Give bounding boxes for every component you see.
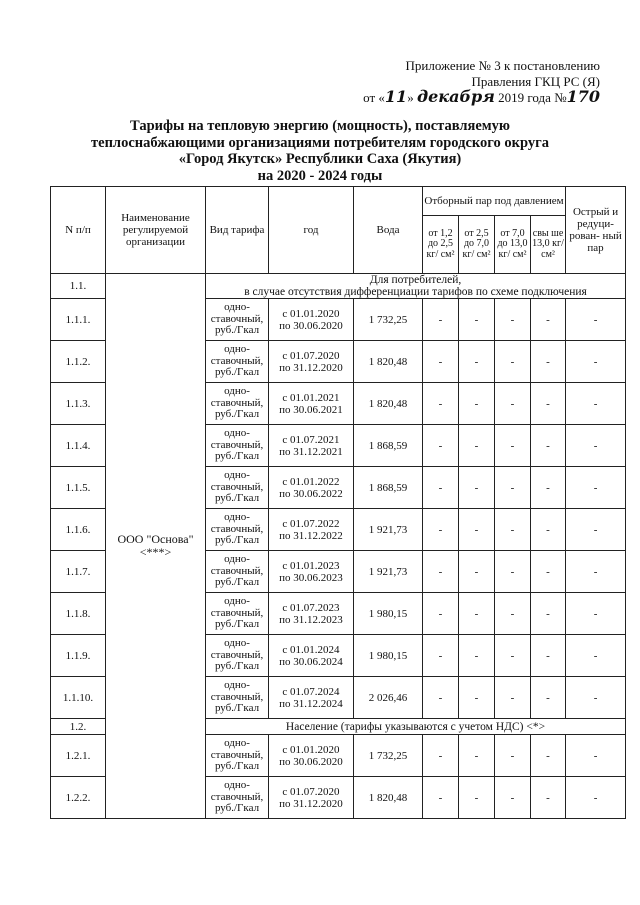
steam-tariff-2: - [459, 341, 495, 383]
steam-tariff-4: - [531, 341, 566, 383]
steam-tariff-2: - [459, 593, 495, 635]
water-tariff: 1 820,48 [354, 777, 423, 819]
row-num: 1.1.5. [51, 467, 106, 509]
steam-tariff-4: - [531, 509, 566, 551]
steam-tariff-3: - [495, 509, 531, 551]
water-tariff: 1 820,48 [354, 383, 423, 425]
sharp-steam-tariff: - [566, 551, 626, 593]
date-year: 2019 года № [494, 90, 567, 105]
tariff-period [269, 425, 354, 467]
steam-tariff-2: - [459, 777, 495, 819]
water-tariff: 1 868,59 [354, 425, 423, 467]
steam-tariff-2: - [459, 383, 495, 425]
tariff-type: одно- ставочный, руб./Гкал [206, 299, 269, 341]
steam-tariff-3: - [495, 467, 531, 509]
header-sharp-steam: Острый и редуци- рован- ный пар [566, 187, 626, 274]
steam-tariff-3: - [495, 551, 531, 593]
period-from: с 01.01.2021 [282, 391, 340, 404]
steam-tariff-1: - [423, 425, 459, 467]
tariff-table [50, 186, 626, 819]
water-tariff: 1 732,25 [354, 735, 423, 777]
tariff-type: одно- ставочный, руб./Гкал [206, 341, 269, 383]
tariff-period [269, 677, 354, 719]
sharp-steam-tariff: - [566, 467, 626, 509]
date-mid: » [407, 90, 417, 105]
tariff-period [269, 635, 354, 677]
header-steam-1: от 1,2 до 2,5 кг/ см² [423, 216, 459, 274]
tariff-period [269, 735, 354, 777]
steam-tariff-3: - [495, 383, 531, 425]
tariff-type: одно- ставочный, руб./Гкал [206, 509, 269, 551]
tariff-type: одно- ставочный, руб./Гкал [206, 593, 269, 635]
steam-tariff-2: - [459, 677, 495, 719]
tariff-period [269, 383, 354, 425]
row-num: 1.1.3. [51, 383, 106, 425]
steam-tariff-1: - [423, 383, 459, 425]
steam-tariff-4: - [531, 383, 566, 425]
appendix-note-line2: Правления ГКЦ РС (Я) [471, 74, 600, 89]
period-from: с 01.07.2022 [282, 517, 340, 530]
section-label-line1: Для потребителей, [369, 274, 462, 286]
period-to: по 31.12.2023 [279, 613, 343, 626]
period-to: по 30.06.2024 [279, 655, 343, 668]
section-label [206, 274, 626, 299]
title-line4: на 2020 - 2024 годы [257, 167, 383, 184]
steam-tariff-1: - [423, 593, 459, 635]
tariff-period [269, 467, 354, 509]
sharp-steam-tariff: - [566, 509, 626, 551]
tariff-type: одно- ставочный, руб./Гкал [206, 425, 269, 467]
row-num: 1.1.10. [51, 677, 106, 719]
period-to: по 30.06.2022 [279, 487, 343, 500]
period-to: по 31.12.2020 [279, 797, 343, 810]
sharp-steam-tariff: - [566, 677, 626, 719]
sharp-steam-tariff: - [566, 777, 626, 819]
steam-tariff-2: - [459, 735, 495, 777]
header-steam-2: от 2,5 до 7,0 кг/ см² [459, 216, 495, 274]
steam-tariff-4: - [531, 425, 566, 467]
header-year: год [269, 187, 354, 274]
header-type: Вид тарифа [206, 187, 269, 274]
section-header-row [51, 274, 626, 299]
water-tariff: 1 921,73 [354, 551, 423, 593]
period-from: с 01.01.2023 [282, 559, 340, 572]
period-to: по 30.06.2023 [279, 571, 343, 584]
sharp-steam-tariff: - [566, 299, 626, 341]
water-tariff: 1 921,73 [354, 509, 423, 551]
resolution-date-line [363, 89, 600, 106]
water-tariff: 1 732,25 [354, 299, 423, 341]
section-label-line2: в случае отсутствия дифференциации тарифов по схеме подключения [244, 286, 587, 298]
row-num: 1.2.1. [51, 735, 106, 777]
period-to: по 31.12.2022 [279, 529, 343, 542]
steam-tariff-2: - [459, 509, 495, 551]
water-tariff: 2 026,46 [354, 677, 423, 719]
sharp-steam-tariff: - [566, 635, 626, 677]
steam-tariff-2: - [459, 467, 495, 509]
period-to: по 30.06.2020 [279, 319, 343, 332]
row-num: 1.1.8. [51, 593, 106, 635]
steam-tariff-4: - [531, 593, 566, 635]
handwritten-month: декабря [416, 87, 495, 106]
header-num: N п/п [51, 187, 106, 274]
steam-tariff-3: - [495, 341, 531, 383]
steam-tariff-4: - [531, 677, 566, 719]
sharp-steam-tariff: - [566, 383, 626, 425]
sharp-steam-tariff: - [566, 593, 626, 635]
row-num: 1.1.4. [51, 425, 106, 467]
steam-tariff-1: - [423, 677, 459, 719]
steam-tariff-4: - [531, 299, 566, 341]
period-from: с 01.07.2023 [282, 601, 340, 614]
steam-tariff-3: - [495, 425, 531, 467]
period-from: с 01.01.2022 [282, 475, 340, 488]
period-from: с 01.07.2020 [282, 349, 340, 362]
title-line2: теплоснабжающими организациями потребителям городского округа [91, 134, 549, 151]
period-to: по 30.06.2021 [279, 403, 343, 416]
handwritten-day: 11 [384, 87, 408, 106]
tariff-period [269, 509, 354, 551]
tariff-period [269, 341, 354, 383]
header-steam: Отборный пар под давлением [423, 187, 566, 216]
sharp-steam-tariff: - [566, 735, 626, 777]
title-line1: Тарифы на тепловую энергию (мощность), поставляемую [130, 118, 510, 134]
period-to: по 30.06.2020 [279, 755, 343, 768]
steam-tariff-3: - [495, 677, 531, 719]
steam-tariff-2: - [459, 299, 495, 341]
steam-tariff-1: - [423, 467, 459, 509]
tariff-period [269, 777, 354, 819]
steam-tariff-3: - [495, 593, 531, 635]
steam-tariff-1: - [423, 509, 459, 551]
row-num: 1.2.2. [51, 777, 106, 819]
water-tariff: 1 980,15 [354, 593, 423, 635]
steam-tariff-3: - [495, 777, 531, 819]
appendix-note-line1: Приложение № 3 к постановлению [405, 58, 600, 73]
period-to: по 31.12.2020 [279, 361, 343, 374]
document-title [60, 118, 580, 184]
steam-tariff-1: - [423, 299, 459, 341]
row-num: 1.1.9. [51, 635, 106, 677]
section-num: 1.2. [51, 719, 106, 735]
steam-tariff-1: - [423, 777, 459, 819]
steam-tariff-3: - [495, 635, 531, 677]
row-num: 1.1.6. [51, 509, 106, 551]
title-line3: «Город Якутск» Республики Саха (Якутия) [178, 151, 462, 167]
tariff-type: одно- ставочный, руб./Гкал [206, 735, 269, 777]
tariff-type: одно- ставочный, руб./Гкал [206, 383, 269, 425]
steam-tariff-1: - [423, 635, 459, 677]
steam-tariff-2: - [459, 635, 495, 677]
water-tariff: 1 868,59 [354, 467, 423, 509]
tariff-type: одно- ставочный, руб./Гкал [206, 777, 269, 819]
tariff-type: одно- ставочный, руб./Гкал [206, 467, 269, 509]
tariff-type: одно- ставочный, руб./Гкал [206, 635, 269, 677]
row-num: 1.1.2. [51, 341, 106, 383]
water-tariff: 1 820,48 [354, 341, 423, 383]
header-steam-4: свы ше 13,0 кг/ см² [531, 216, 566, 274]
date-prefix: от « [363, 90, 385, 105]
steam-tariff-2: - [459, 551, 495, 593]
water-tariff: 1 980,15 [354, 635, 423, 677]
tariff-period [269, 299, 354, 341]
tariff-type: одно- ставочный, руб./Гкал [206, 551, 269, 593]
steam-tariff-4: - [531, 467, 566, 509]
period-from: с 01.01.2020 [282, 307, 340, 320]
period-from: с 01.07.2021 [282, 433, 340, 446]
header-water: Вода [354, 187, 423, 274]
steam-tariff-1: - [423, 551, 459, 593]
period-from: с 01.01.2024 [282, 643, 340, 656]
tariff-type: одно- ставочный, руб./Гкал [206, 677, 269, 719]
steam-tariff-4: - [531, 777, 566, 819]
period-from: с 01.01.2020 [282, 743, 340, 756]
steam-tariff-1: - [423, 341, 459, 383]
steam-tariff-4: - [531, 635, 566, 677]
tariff-period [269, 551, 354, 593]
steam-tariff-4: - [531, 551, 566, 593]
handwritten-number: 170 [566, 87, 600, 106]
steam-tariff-2: - [459, 425, 495, 467]
row-num: 1.1.7. [51, 551, 106, 593]
sharp-steam-tariff: - [566, 341, 626, 383]
steam-tariff-3: - [495, 299, 531, 341]
section-label-line1: Население (тарифы указываются с учетом НДС) <*> [285, 720, 546, 733]
steam-tariff-3: - [495, 735, 531, 777]
organization-name: ООО "Основа" <***> [106, 274, 206, 819]
tariff-period [269, 593, 354, 635]
row-num: 1.1.1. [51, 299, 106, 341]
steam-tariff-4: - [531, 735, 566, 777]
period-to: по 31.12.2021 [279, 445, 343, 458]
period-from: с 01.07.2024 [282, 685, 340, 698]
steam-tariff-1: - [423, 735, 459, 777]
period-from: с 01.07.2020 [282, 785, 340, 798]
period-to: по 31.12.2024 [279, 697, 343, 710]
header-steam-3: от 7,0 до 13,0 кг/ см² [495, 216, 531, 274]
section-label [206, 719, 626, 735]
sharp-steam-tariff: - [566, 425, 626, 467]
header-org: Наименование регулируемой организации [106, 187, 206, 274]
section-num: 1.1. [51, 274, 106, 299]
